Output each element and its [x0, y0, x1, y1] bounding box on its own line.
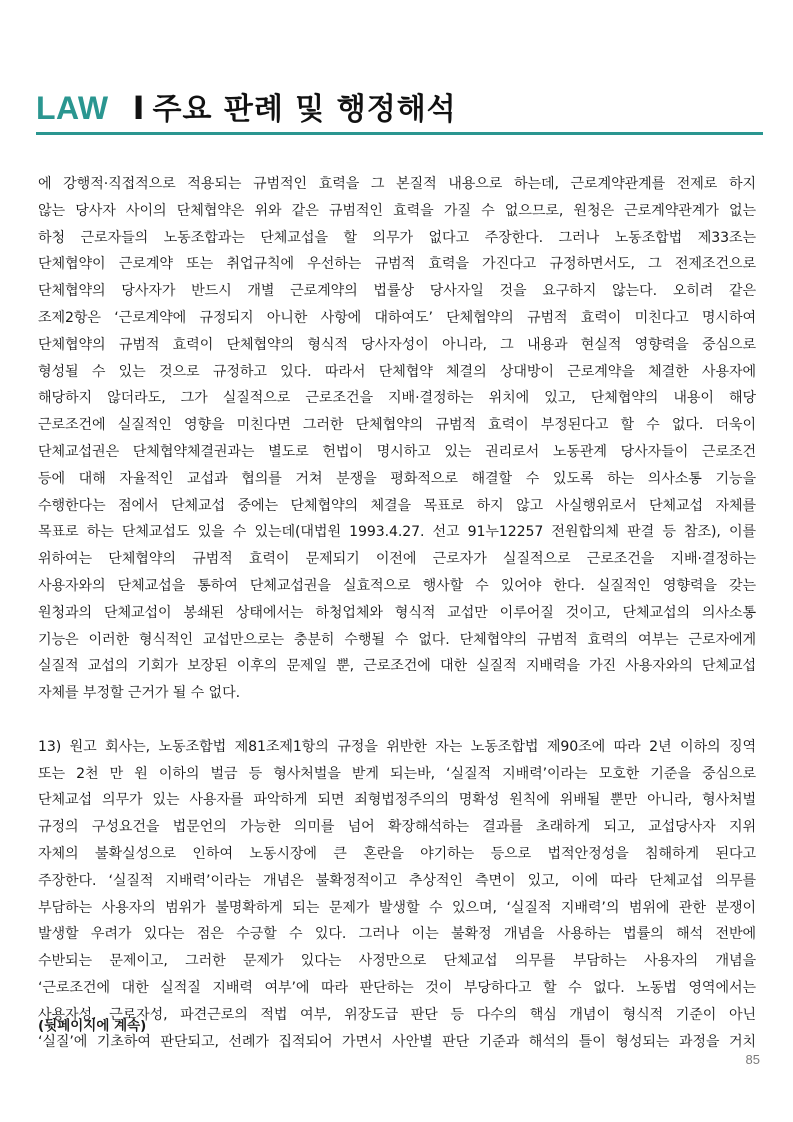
text-line: 자체를 부정할 근거가 될 수 없다. — [38, 685, 240, 702]
text-line: 기능은 이러한 형식적인 교섭만으로는 충분히 수행될 수 없다. 단체협약의 규범적 효력의 여부는 근로자에게 — [38, 631, 756, 648]
text-line: 규정의 구성요건을 법문언의 가능한 의미를 넘어 확장해석하는 결과를 초래하게 되고, 교섭당사자 지위 — [38, 819, 756, 836]
page-title: 주요 판례 및 행정해석 — [152, 92, 457, 127]
text-line: 형성될 수 있는 것으로 규정하고 있다. 따라서 단체협약 체결의 상대방이 근로계약을 체결한 사용자에 — [38, 363, 756, 380]
text-line: 근로조건에 실질적인 영향을 미친다면 그러한 단체협약의 규범적 효력이 부정된다고 할 수 없다. 더욱이 — [38, 417, 756, 434]
page-header — [36, 84, 763, 130]
text-line: 자체의 불확실성으로 인하여 노동시장에 큰 혼란을 야기하는 등으로 법적안정성을 침해하게 된다고 — [38, 845, 756, 862]
section-brand: LAW — [36, 90, 109, 126]
text-line: 해당하지 않더라도, 그가 실질적으로 근로조건을 지배·결정하는 위치에 있고, 단체협약의 내용이 해당 — [38, 390, 756, 407]
text-line: 주장한다. ‘실질적 지배력’이라는 개념은 불확정적이고 추상적인 측면이 있고, 이에 따라 단체교섭 의무를 — [38, 872, 756, 889]
text-line: 등에 대해 자율적인 교섭과 협의를 거쳐 분쟁을 평화적으로 해결할 수 있도록 하는 의사소통 기능을 — [38, 470, 756, 487]
text-line: 사용자와의 단체교섭을 통하여 단체교섭권을 실효적으로 행사할 수 있어야 한다. 실질적인 영향력을 갖는 — [38, 577, 756, 594]
text-line: 발생할 우려가 있다는 점은 수긍할 수 있다. 그러나 이는 불확정 개념을 사용하는 법률의 해석 전반에 — [38, 926, 756, 943]
text-line: 조제2항은 ‘근로계약에 규정되지 아니한 사항에 대하여도’ 단체협약의 규범적 효력이 미친다고 명시하여 — [38, 309, 756, 326]
text-line: 단체협약의 당사자가 반드시 개별 근로계약의 법률상 당사자일 것을 요구하지 않는다. 오히려 같은 — [38, 283, 756, 300]
text-line: ‘근로조건에 대한 실적질 지배력 여부’에 따라 판단하는 것이 부당하다고 할 수 없다. 노동법 영역에서는 — [38, 979, 756, 996]
header-separator: I — [132, 89, 145, 127]
text-line: 수행한다는 점에서 단체교섭 중에는 단체협약의 체결을 목표로 하지 않고 사실행위로서 단체교섭 자체를 — [38, 497, 756, 514]
text-line: 13) 원고 회사는, 노동조합법 제81조제1항의 규정을 위반한 자는 노동조합법 제90조에 따라 2년 이하의 징역 — [38, 738, 756, 755]
text-line: 단체교섭권은 단체협약체결권과는 별도로 헌법이 명시하고 있는 권리로서 노동관계 당사자들이 근로조건 — [38, 443, 756, 460]
text-line: 사용자성, 근로자성, 파견근로의 적법 여부, 위장도급 판단 등 다수의 핵심 개념이 형식적 기준이 아닌 — [38, 1006, 756, 1023]
text-line: 단체교섭 의무가 있는 사용자를 파악하게 되면 죄형법정주의의 명확성 원칙에 위배될 뿐만 아니라, 형사처벌 — [38, 792, 756, 809]
body-text — [38, 171, 756, 1055]
text-line: 에 강행적·직접적으로 적용되는 규범적인 효력을 그 본질적 내용으로 하는데, 근로계약관계를 전제로 하지 — [38, 176, 756, 192]
text-line: 실질적 교섭의 기회가 보장된 이후의 문제일 뿐, 근로조건에 대한 실질적 지배력을 가진 사용자와의 단체교섭 — [38, 658, 756, 675]
text-line: 수반되는 문제이고, 그러한 문제가 있다는 사정만으로 단체교섭 의무를 부담하는 사용자의 개념을 — [38, 953, 756, 970]
text-line: 목표로 하는 단체교섭도 있을 수 있는데(대법원 1993.4.27. 선고 91누12257 전원합의체 판결 등 참조), 이를 — [38, 524, 756, 541]
paragraph-gap — [38, 707, 756, 734]
text-line: 단체협약의 규범적 효력이 단체협약의 형식적 당사자성이 아니라, 그 내용과 현실적 영향력을 중심으로 — [38, 336, 756, 353]
paragraph-2 — [38, 734, 756, 1056]
page-number: 85 — [745, 1052, 760, 1067]
paragraph-1 — [38, 171, 756, 707]
header-divider — [36, 132, 763, 135]
text-line: 하청 근로자들의 노동조합과는 단체교섭을 할 의무가 없다고 주장한다. 그러나 노동조합법 제33조는 — [38, 229, 756, 246]
continue-note: (뒷페이지에 계속) — [38, 1018, 147, 1034]
text-line: 위하여는 단체협약의 규범적 효력이 문제되기 이전에 근로자가 실질적으로 근로조건을 지배·결정하는 — [38, 551, 756, 568]
text-line: 단체협약이 근로계약 또는 취업규칙에 우선하는 규범적 효력을 가진다고 규정하면서도, 그 전제조건으로 — [38, 256, 756, 273]
text-line: 또는 2천 만 원 이하의 벌금 등 형사처벌을 받게 되는바, ‘실질적 지배력’이라는 모호한 기준을 중심으로 — [38, 765, 756, 782]
text-line: 부담하는 사용자의 범위가 불명확하게 되는 문제가 발생할 수 있으며, ‘실질적 지배력’의 범위에 관한 분쟁이 — [38, 899, 756, 916]
text-line: ‘실질’에 기초하여 판단되고, 선례가 집적되어 가면서 사안별 판단 기준과 해석의 틀이 형성되는 과정을 거치 — [38, 1033, 756, 1050]
text-line: 원청과의 단체교섭이 봉쇄된 상태에서는 하청업체와 형식적 교섭만 이루어질 것이고, 단체교섭의 의사소통 — [38, 604, 756, 621]
text-line: 않는 당사자 사이의 단체협약은 위와 같은 규범적인 효력을 가질 수 없으므로, 원청은 근로계약관계가 없는 — [38, 202, 756, 219]
